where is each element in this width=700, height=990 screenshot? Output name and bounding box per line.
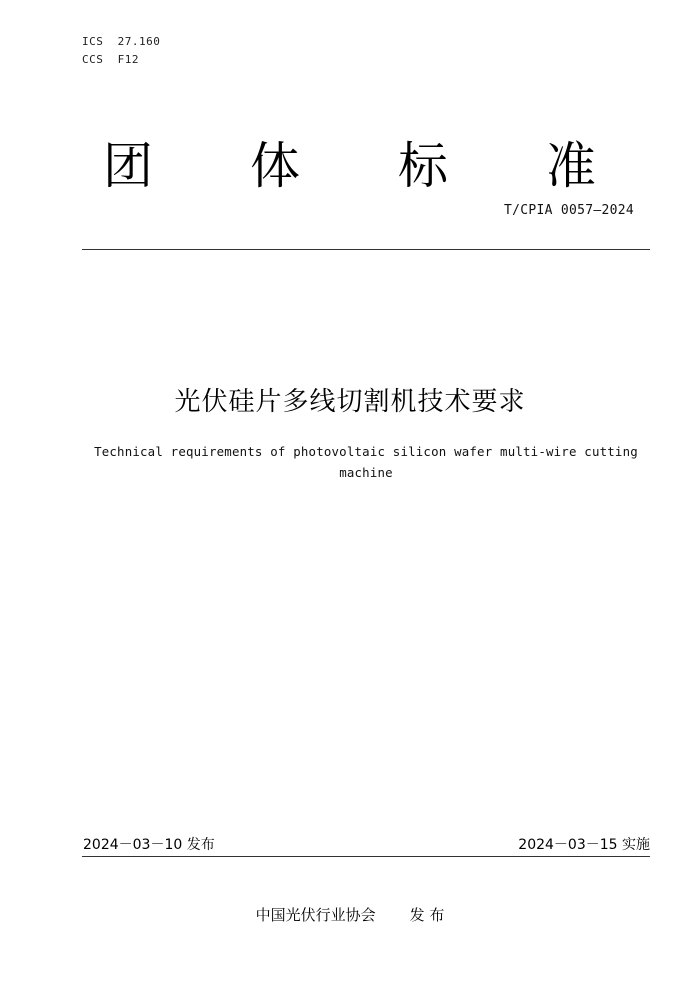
publisher-line	[0, 904, 700, 925]
masthead-char-1: 团	[103, 137, 153, 195]
publisher-name: 中国光伏行业协会	[255, 906, 376, 924]
chinese-title: 光伏硅片多线切割机技术要求	[174, 387, 526, 417]
masthead-char-2: 体	[250, 137, 300, 195]
issue-date: 2024－03－10 发布	[83, 837, 215, 853]
standard-code: T/CPIA 0057—2024	[503, 203, 634, 218]
masthead-char-4: 准	[546, 137, 596, 195]
top-divider	[82, 249, 650, 250]
ccs-code: CCS F12	[82, 53, 139, 66]
bottom-divider	[82, 856, 650, 857]
implementation-date: 2024－03－15 实施	[518, 837, 650, 853]
masthead-char-3: 标	[398, 137, 448, 195]
publisher-action: 发 布	[409, 906, 445, 924]
english-title: Technical requirements of photovoltaic silicon wafer multi-wire cutting machine	[94, 444, 638, 480]
ics-code: ICS 27.160	[82, 35, 161, 48]
